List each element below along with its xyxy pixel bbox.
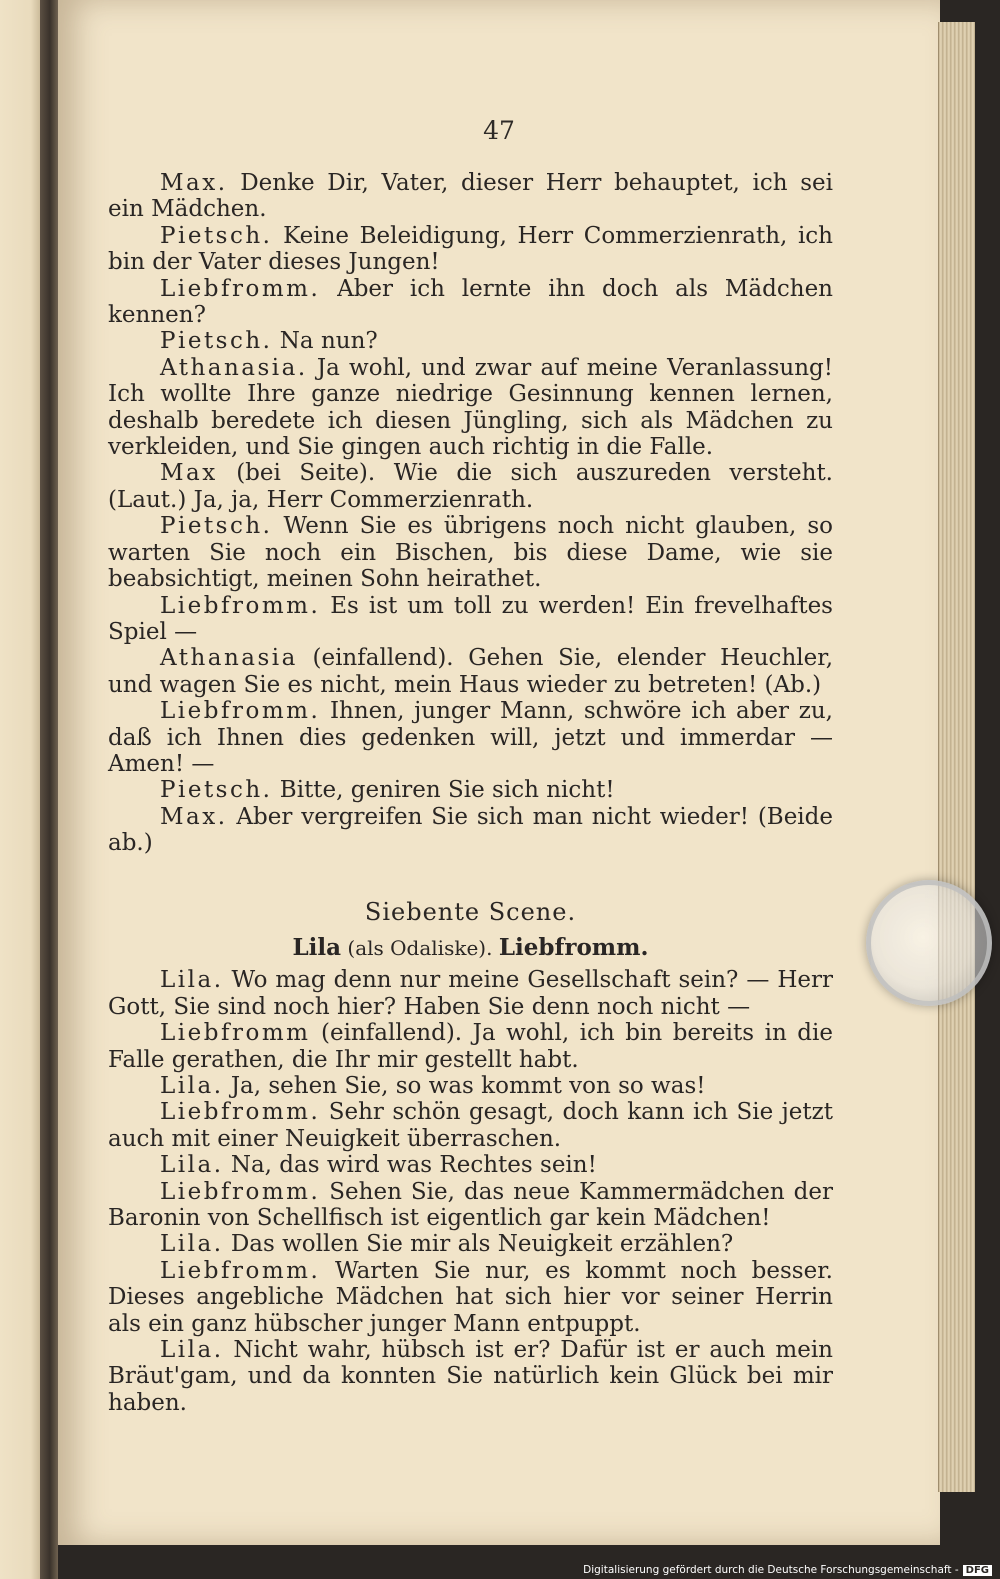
- scene-characters: [108, 935, 833, 961]
- dialogue-paragraph: [108, 1179, 833, 1232]
- dialogue-text: Na, das wird was Rechtes sein!: [223, 1152, 597, 1179]
- dialogue-text: Ihnen, junger Mann, schwöre ich aber zu, daß ich Ihnen dies gedenken will, jetzt und immerdar — Amen! —: [108, 698, 833, 777]
- speaker-name: Athanasia.: [160, 354, 308, 381]
- scene-heading: Siebente Scene.: [364, 897, 577, 926]
- speaker-name: Pietsch.: [160, 777, 273, 804]
- speaker-name: Lila.: [160, 1337, 224, 1364]
- dialogue-paragraph: [108, 460, 833, 513]
- speaker-name: Pietsch.: [160, 222, 273, 249]
- dialogue-paragraph: [108, 967, 833, 1020]
- speaker-name: Liebfromm.: [160, 698, 321, 725]
- footer-credit: [583, 1564, 992, 1576]
- speaker-name: Max.: [160, 170, 228, 196]
- page-number: 47: [483, 116, 515, 145]
- dialogue-paragraph: [108, 1020, 833, 1073]
- dialogue-paragraph: [108, 328, 833, 354]
- dialogue-text: Aber ich lernte ihn doch als Mädchen kennen?: [108, 275, 833, 329]
- dialogue-text: Sehen Sie, das neue Kammermädchen der Baronin von Schellfisch ist eigentlich gar kein Mädchen!: [108, 1178, 833, 1232]
- speaker-name: Liebfromm.: [160, 592, 321, 619]
- dialogue-text: (bei Seite). Wie die sich auszureden versteht. (Laut.) Ja, ja, Herr Commerzienrath.: [108, 460, 833, 513]
- dialogue-paragraph: [108, 223, 833, 276]
- speaker-name: Liebfromm.: [160, 275, 321, 302]
- speaker-name: Liebfromm.: [160, 1099, 321, 1126]
- dialogue-text: Nicht wahr, hübsch ist er? Dafür ist er auch mein Bräut'gam, und da konnten Sie natürlich kein Glück bei mir haben.: [108, 1337, 833, 1416]
- dialogue-text: (einfallend). Ja wohl, ich bin bereits in die Falle gerathen, die Ihr mir gestellt habt.: [108, 1020, 833, 1073]
- dialogue-text: Bitte, geniren Sie sich nicht!: [272, 777, 615, 804]
- page-text: [108, 170, 833, 1416]
- dialogue-paragraph: [108, 276, 833, 329]
- dialogue-text: Sehr schön gesagt, doch kann ich Sie jetzt auch mit einer Neuigkeit überraschen.: [108, 1099, 833, 1152]
- dialogue-paragraph: [108, 1099, 833, 1152]
- dialogue-after-scene: [108, 967, 833, 1416]
- dialogue-paragraph: [108, 1337, 833, 1416]
- dialogue-text: Aber vergreifen Sie sich man nicht wieder! (Beide ab.): [108, 803, 833, 857]
- dialogue-before-scene: [108, 170, 833, 857]
- dialogue-paragraph: [108, 513, 833, 592]
- dialogue-text: Das wollen Sie mir als Neuigkeit erzählen?: [223, 1231, 734, 1258]
- speaker-name: Pietsch.: [160, 513, 273, 540]
- dialogue-paragraph: [108, 1152, 833, 1178]
- scene-character-lila: Lila: [292, 933, 342, 961]
- dialogue-paragraph: [108, 645, 833, 698]
- speaker-name: Lila.: [160, 1073, 224, 1099]
- dialogue-text: Ja, sehen Sie, so was kommt von so was!: [223, 1073, 706, 1099]
- speaker-name: Pietsch.: [160, 328, 273, 355]
- dialogue-paragraph: [108, 1231, 833, 1257]
- dialogue-text: Wo mag denn nur meine Gesellschaft sein? — Herr Gott, Sie sind noch hier? Haben Sie denn noch nicht —: [108, 967, 833, 1020]
- left-page-edge: [0, 0, 44, 1579]
- book-page: [58, 0, 940, 1545]
- dialogue-text: Warten Sie nur, es kommt noch besser. Dieses angebliche Mädchen hat sich hier vor seiner Herrin als ein ganz hübscher junger Mann entpuppt.: [108, 1257, 833, 1337]
- dialogue-paragraph: [108, 355, 833, 461]
- dialogue-text: Na nun?: [272, 328, 378, 355]
- speaker-name: Lila.: [160, 967, 224, 994]
- speaker-name: Max.: [160, 803, 228, 830]
- dfg-logo: DFG: [963, 1565, 992, 1576]
- dialogue-text: (einfallend). Gehen Sie, elender Heuchler, und wagen Sie es nicht, mein Haus wieder zu betreten! (Ab.): [108, 645, 833, 698]
- speaker-name: Liebfromm: [160, 1020, 311, 1047]
- dialogue-paragraph: [108, 698, 833, 777]
- dialogue-paragraph: [108, 804, 833, 857]
- dialogue-paragraph: [108, 777, 833, 803]
- dialogue-paragraph: [108, 593, 833, 646]
- dialogue-text: Wenn Sie es übrigens noch nicht glauben, so warten Sie noch ein Bischen, bis diese Dame, wie sie beabsichtigt, meinen Sohn heirathet.: [108, 513, 833, 593]
- speaker-name: Liebfromm.: [160, 1178, 321, 1205]
- magnifier-icon: [866, 880, 992, 1006]
- footer-text: Digitalisierung gefördert durch die Deutsche Forschungsgemeinschaft -: [583, 1564, 959, 1576]
- speaker-name: Lila.: [160, 1231, 224, 1258]
- dialogue-paragraph: [108, 170, 833, 223]
- speaker-name: Lila.: [160, 1152, 224, 1179]
- speaker-name: Athanasia: [160, 645, 298, 672]
- dialogue-text: Denke Dir, Vater, dieser Herr behauptet, ich sei ein Mädchen.: [108, 170, 833, 223]
- scene-character-note: (als Odaliske).: [341, 935, 499, 960]
- scene-character-liebfromm: Liebfromm.: [498, 933, 649, 961]
- dialogue-text: Keine Beleidigung, Herr Commerzienrath, ich bin der Vater dieses Jungen!: [108, 222, 833, 276]
- speaker-name: Liebfromm.: [160, 1257, 321, 1284]
- dialogue-paragraph: [108, 1073, 833, 1099]
- dialogue-text: Ja wohl, und zwar auf meine Veranlassung! Ich wollte Ihre ganze niedrige Gesinnung kennen lernen, deshalb beredete ich diesen Jüngling, sich als Mädchen zu verkleiden, und Sie gingen auch richtig in die Falle.: [108, 354, 833, 461]
- speaker-name: Max: [160, 460, 218, 487]
- dialogue-paragraph: [108, 1258, 833, 1337]
- page-edges: [938, 22, 975, 1492]
- dialogue-text: Es ist um toll zu werden! Ein frevelhaftes Spiel —: [108, 592, 833, 645]
